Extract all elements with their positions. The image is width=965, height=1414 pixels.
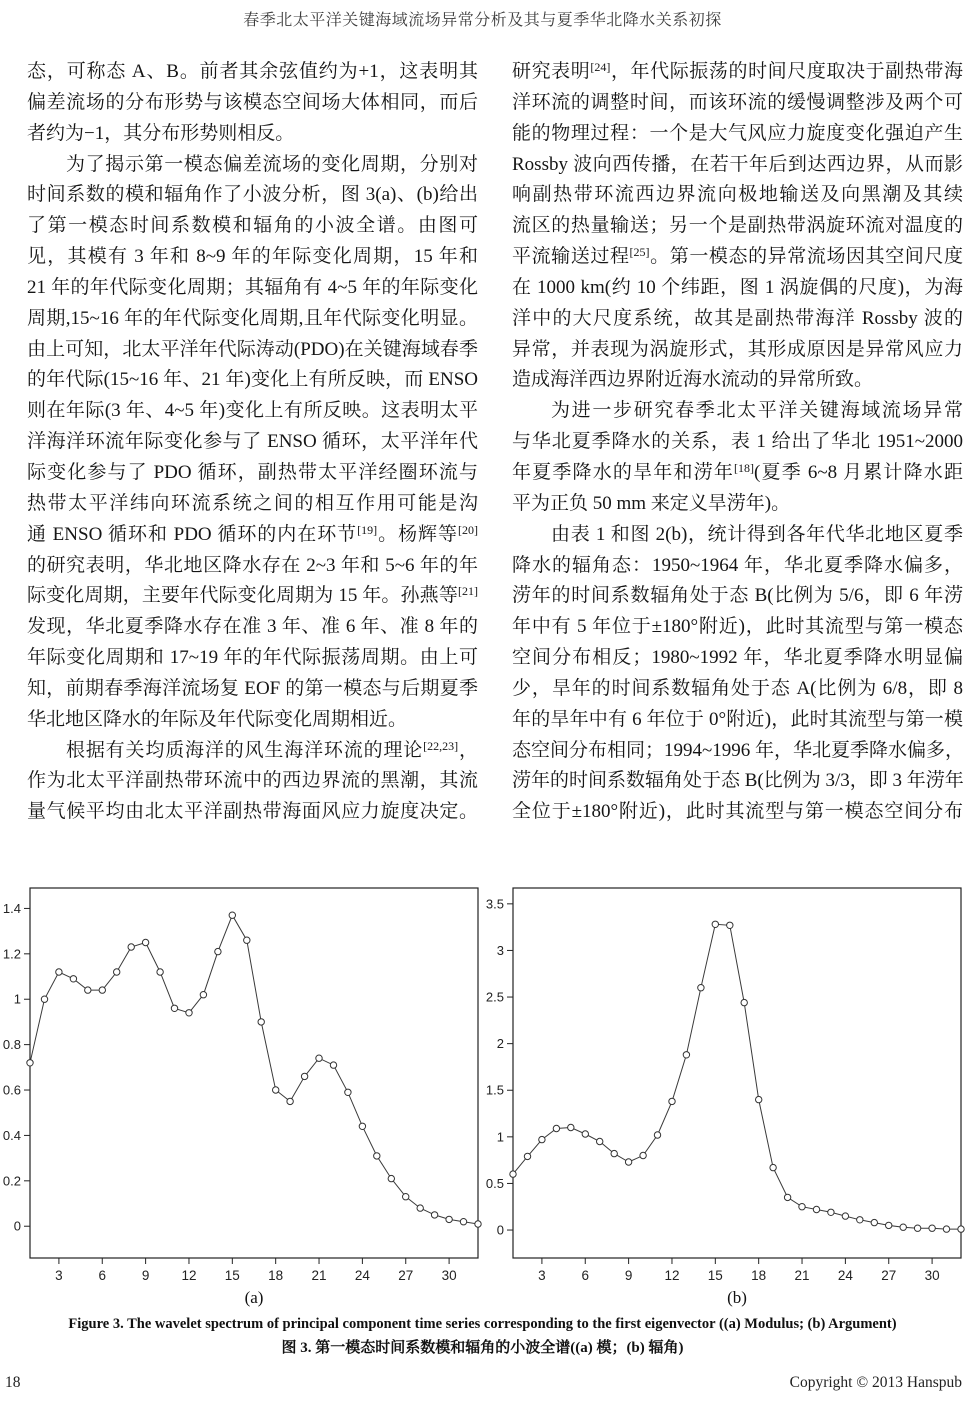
text-line: 洋海洋环流年际变化参与了 ENSO 循环，太平洋年代 — [27, 431, 478, 453]
svg-text:0.2: 0.2 — [2, 1173, 21, 1189]
text-line: 际变化周期，主要年代际变化周期为 15 年。孙燕等[21] — [27, 584, 478, 607]
text-line: 响副热带环流西边界流向极地输送及向黑潮及其续 — [512, 184, 963, 206]
svg-text:21: 21 — [794, 1268, 810, 1283]
svg-text:3: 3 — [538, 1268, 546, 1283]
text-line: 21 年的年代际变化周期；其辐角有 4~5 年的年际变化 — [27, 276, 478, 298]
text-line: 华北地区降水的年际及年代际变化周期相近。 — [27, 708, 408, 730]
text-line: 平为正负 50 mm 来定义旱涝年)。 — [512, 492, 791, 514]
svg-text:1.5: 1.5 — [485, 1082, 504, 1098]
svg-text:15: 15 — [707, 1268, 723, 1283]
svg-text:15: 15 — [224, 1268, 240, 1283]
text-line: 年际变化周期和 17~19 年的年代际振荡周期。由上可 — [27, 647, 478, 669]
svg-text:24: 24 — [837, 1268, 853, 1283]
svg-text:30: 30 — [924, 1268, 940, 1283]
chart-b-svg — [483, 875, 965, 1307]
svg-text:18: 18 — [751, 1268, 767, 1283]
text-line: 发现，华北夏季降水存在准 3 年、准 6 年、准 8 年的 — [27, 616, 478, 638]
svg-text:21: 21 — [311, 1268, 327, 1283]
text-line: 洋环流的调整时间，而该环流的缓慢调整涉及两个可 — [512, 91, 963, 113]
text-line: 异常，并表现为涡旋形式，其形成原因是异常风应力 — [512, 338, 963, 360]
svg-text:1.2: 1.2 — [2, 946, 21, 962]
svg-text:0.5: 0.5 — [485, 1175, 504, 1191]
left-column — [27, 57, 478, 828]
svg-text:1: 1 — [496, 1129, 504, 1145]
text-line: 由表 1 和图 2(b)，统计得到各年代华北地区夏季 — [551, 523, 963, 545]
text-line: 在 1000 km(约 10 个纬距，图 1 涡旋偶的尺度)，为海 — [512, 276, 963, 298]
svg-text:27: 27 — [881, 1268, 897, 1283]
text-line: 年的旱年中有 6 年位于 0°附近)，此时其流型与第一模 — [512, 708, 963, 730]
text-line: 知，前期春季海洋流场复 EOF 的第一模态与后期夏季 — [27, 677, 478, 699]
chart-sublabel: (a) — [244, 1288, 264, 1307]
chart-a-modulus — [0, 875, 482, 1307]
text-line: 的研究表明，华北地区降水存在 2~3 年和 5~6 年的年 — [27, 554, 478, 576]
svg-text:27: 27 — [398, 1268, 414, 1283]
text-line: 际变化参与了 PDO 循环，副热带太平洋经圈环流与 — [27, 461, 478, 483]
text-line: 为进一步研究春季北太平洋关键海域流场异常 — [551, 400, 963, 422]
svg-text:3: 3 — [55, 1268, 63, 1283]
text-line: 偏差流场的分布形势与该模态空间场大体相同，而后 — [27, 91, 478, 113]
chart-a-svg — [0, 875, 482, 1307]
svg-text:0.6: 0.6 — [2, 1082, 21, 1098]
text-line: 态，可称态 A、B。前者其余弦值约为+1，这表明其 — [27, 61, 478, 82]
text-line: 研究表明[24]，年代际振荡的时间尺度取决于副热带海 — [512, 60, 963, 82]
figure-caption-zh: 图 3. 第一模态时间系数模和辐角的小波全谱((a) 模；(b) 辐角) — [281, 1340, 684, 1356]
svg-text:12: 12 — [664, 1268, 680, 1283]
text-line: Rossby 波向西传播，在若干年后到达西边界，从而影 — [512, 153, 963, 175]
svg-text:1: 1 — [13, 991, 21, 1007]
text-line: 则在年际(3 年、4~5 年)变化上有所反映。这表明太平 — [27, 400, 478, 422]
text-line: 热带太平洋纬向环流系统之间的相互作用可能是沟 — [27, 492, 478, 514]
text-line: 见，其模有 3 年和 8~9 年的年际变化周期，15 年和 — [27, 246, 478, 268]
chart-sublabel: (b) — [727, 1288, 747, 1307]
svg-text:24: 24 — [354, 1268, 370, 1283]
svg-text:12: 12 — [181, 1268, 197, 1283]
text-line: 态空间分布相同；1994~1996 年，华北夏季降水偏多， — [512, 739, 965, 761]
text-line: 涝年的时间系数辐角处于态 B(比例为 5/6，即 6 年涝 — [512, 585, 963, 607]
svg-text:0: 0 — [496, 1222, 504, 1238]
text-line: 时间系数的模和辐角作了小波分析，图 3(a)、(b)给出 — [27, 184, 478, 206]
text-line: 年夏季降水的旱年和涝年[18](夏季 6~8 月累计降水距 — [512, 460, 963, 483]
text-line: 根据有关均质海洋的风生海洋环流的理论[22,23]， — [66, 738, 478, 761]
right-column — [512, 57, 963, 828]
running-title: 春季北太平洋关键海域流场异常分析及其与夏季华北降水关系初探 — [243, 12, 722, 29]
text-line: 空间分布相反；1980~1992 年，华北夏季降水明显偏 — [512, 647, 963, 669]
svg-text:0: 0 — [13, 1218, 21, 1234]
text-line: 少，旱年的时间系数辐角处于态 A(比例为 6/8，即 8 — [512, 677, 963, 699]
text-line: 的年代际(15~16 年、21 年)变化上有所反映，而 ENSO — [27, 369, 478, 391]
text-line: 流区的热量输送；另一个是副热带涡旋环流对温度的 — [512, 215, 963, 237]
svg-text:3.5: 3.5 — [485, 896, 504, 912]
svg-text:1.4: 1.4 — [2, 900, 21, 916]
text-line: 通 ENSO 循环和 PDO 循环的内在环节[19]。杨辉等[20] — [27, 522, 478, 545]
svg-text:2.5: 2.5 — [485, 989, 504, 1005]
svg-text:0.8: 0.8 — [2, 1037, 21, 1053]
text-line: 与华北夏季降水的关系，表 1 给出了华北 1951~2000 — [512, 431, 963, 453]
copyright-notice: Copyright © 2013 Hanspub — [789, 1374, 962, 1391]
svg-text:30: 30 — [441, 1268, 457, 1283]
svg-text:3: 3 — [496, 942, 504, 958]
page-number: 18 — [5, 1374, 21, 1391]
text-line: 作为北太平洋副热带环流中的西边界流的黑潮，其流 — [27, 770, 478, 792]
text-line: 了第一模态时间系数模和辐角的小波全谱。由图可 — [27, 215, 478, 237]
chart-b-argument — [483, 875, 965, 1307]
text-line: 洋中的大尺度系统，故其是副热带海洋 Rossby 波的 — [512, 307, 963, 329]
svg-text:6: 6 — [581, 1268, 590, 1283]
text-line: 者约为−1，其分布形势则相反。 — [27, 122, 295, 144]
text-line: 平流输送过程[25]。第一模态的异常流场因其空间尺度 — [512, 245, 963, 268]
text-line: 为了揭示第一模态偏差流场的变化周期，分别对 — [66, 153, 478, 175]
text-line: 由上可知，北太平洋年代际涛动(PDO)在关键海域春季 — [27, 338, 478, 360]
svg-text:2: 2 — [496, 1036, 504, 1052]
text-line: 年中有 5 年位于±180°附近)，此时其流型与第一模态 — [512, 616, 963, 638]
text-line: 能的物理过程：一个是大气风应力旋度变化强迫产生 — [512, 122, 963, 144]
svg-text:0.4: 0.4 — [2, 1127, 21, 1143]
svg-text:9: 9 — [141, 1268, 150, 1283]
text-line: 涝年的时间系数辐角处于态 B(比例为 3/3，即 3 年涝年 — [512, 770, 964, 792]
text-line: 全位于±180°附近)，此时其流型与第一模态空间分布 — [512, 801, 963, 823]
text-line: 周期,15~16 年的年代际变化周期,且年代际变化明显。 — [27, 307, 478, 329]
svg-text:9: 9 — [624, 1268, 633, 1283]
figure-caption-en: Figure 3. The wavelet spectrum of principal component time series corresponding to the first eigenvector ((a) Modulus; (b) Argument) — [68, 1316, 897, 1332]
text-line: 造成海洋西边界附近海水流动的异常所致。 — [512, 369, 874, 391]
text-line: 降水的辐角态：1950~1964 年，华北夏季降水偏多， — [512, 554, 963, 576]
svg-text:18: 18 — [268, 1268, 284, 1283]
svg-text:6: 6 — [98, 1268, 107, 1283]
text-line: 量气候平均由北太平洋副热带海面风应力旋度决定。 — [27, 801, 478, 823]
